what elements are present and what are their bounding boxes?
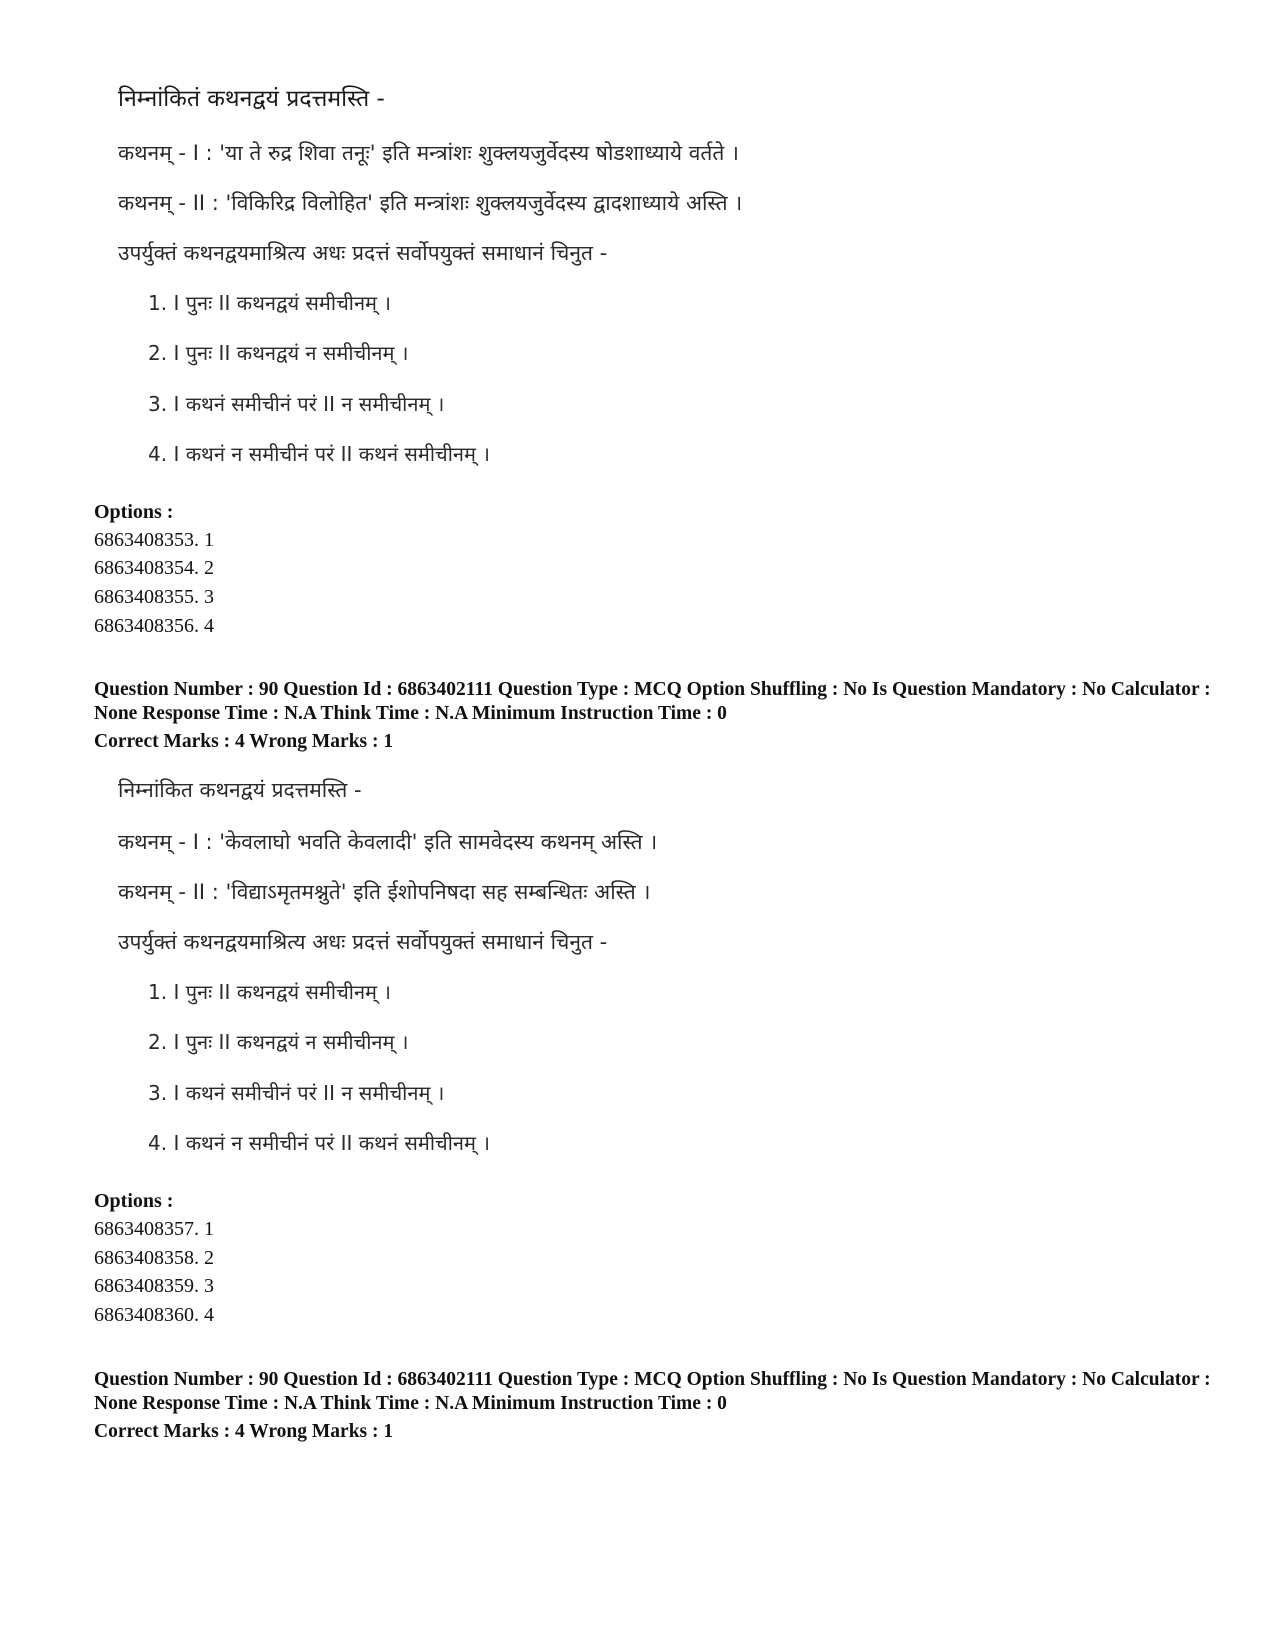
question-2-choice-1: 1. I पुनः II कथनद्वयं समीचीनम् । (148, 980, 391, 1004)
question-2-choice-4: 4. I कथनं न समीचीनं परं II कथनं समीचीनम् । (148, 1131, 490, 1155)
option-id-line: 6863408359. 3 (94, 1275, 214, 1297)
question-2-choice-2: 2. I पुनः II कथनद्वयं न समीचीनम् । (148, 1030, 409, 1054)
option-id-line: 6863408356. 4 (94, 615, 214, 637)
question-1-choice-3: 3. I कथनं समीचीनं परं II न समीचीनम् । (148, 392, 445, 416)
marks-info-2: Correct Marks : 4 Wrong Marks : 1 (94, 1421, 394, 1442)
option-id-line: 6863408353. 1 (94, 529, 214, 551)
question-2-statement-2: कथनम् - II : 'विद्याऽमृतमश्नुते' इति ईशोपनिषदा सह सम्बन्धितः अस्ति । (118, 880, 651, 904)
question-1-instruction: उपर्युक्तं कथनद्वयमाश्रित्य अधः प्रदत्तं सर्वोपयुक्तं समाधानं चिनुत - (118, 241, 608, 265)
option-id-line: 6863408360. 4 (94, 1304, 214, 1326)
question-metadata-1: Question Number : 90 Question Id : 6863402111 Question Type : MCQ Option Shuffling : No Is Question Mandatory : No Calculator : None Response Time : N.A Think Time : N.A Minimum Instruction Time : 0 (94, 679, 1211, 724)
question-1-statement-1: कथनम् - I : 'या ते रुद्र शिवा तनूः' इति मन्त्रांशः शुक्लयजुर्वेदस्य षोडशाध्याये वर्तते । (118, 141, 739, 165)
question-2-instruction: उपर्युक्तं कथनद्वयमाश्रित्य अधः प्रदत्तं सर्वोपयुक्तं समाधानं चिनुत - (118, 930, 608, 954)
question-1-choice-4: 4. I कथनं न समीचीनं परं II कथनं समीचीनम् । (148, 442, 490, 466)
marks-info-1: Correct Marks : 4 Wrong Marks : 1 (94, 731, 394, 752)
question-2-statement-1: कथनम् - I : 'केवलाघो भवति केवलादी' इति सामवेदस्य कथनम् अस्ति । (118, 830, 658, 854)
options-label-1: Options : (94, 501, 174, 523)
question-1-intro: निम्नांकितं कथनद्वयं प्रदत्तमस्ति - (118, 86, 385, 112)
question-2-intro: निम्नांकित कथनद्वयं प्रदत्तमस्ति - (118, 778, 362, 802)
question-2-choice-3: 3. I कथनं समीचीनं परं II न समीचीनम् । (148, 1081, 445, 1105)
question-1-choice-1: 1. I पुनः II कथनद्वयं समीचीनम् । (148, 291, 391, 315)
option-id-line: 6863408357. 1 (94, 1218, 214, 1240)
option-id-line: 6863408355. 3 (94, 586, 214, 608)
option-id-line: 6863408358. 2 (94, 1247, 214, 1269)
question-metadata-2: Question Number : 90 Question Id : 6863402111 Question Type : MCQ Option Shuffling : No Is Question Mandatory : No Calculator : None Response Time : N.A Think Time : N.A Minimum Instruction Time : 0 (94, 1369, 1211, 1414)
question-1-choice-2: 2. I पुनः II कथनद्वयं न समीचीनम् । (148, 341, 409, 365)
options-label-2: Options : (94, 1190, 174, 1212)
question-1-statement-2: कथनम् - II : 'विकिरिद्र विलोहित' इति मन्त्रांशः शुक्लयजुर्वेदस्य द्वादशाध्याये अस्ति । (118, 191, 743, 215)
option-id-line: 6863408354. 2 (94, 557, 214, 579)
